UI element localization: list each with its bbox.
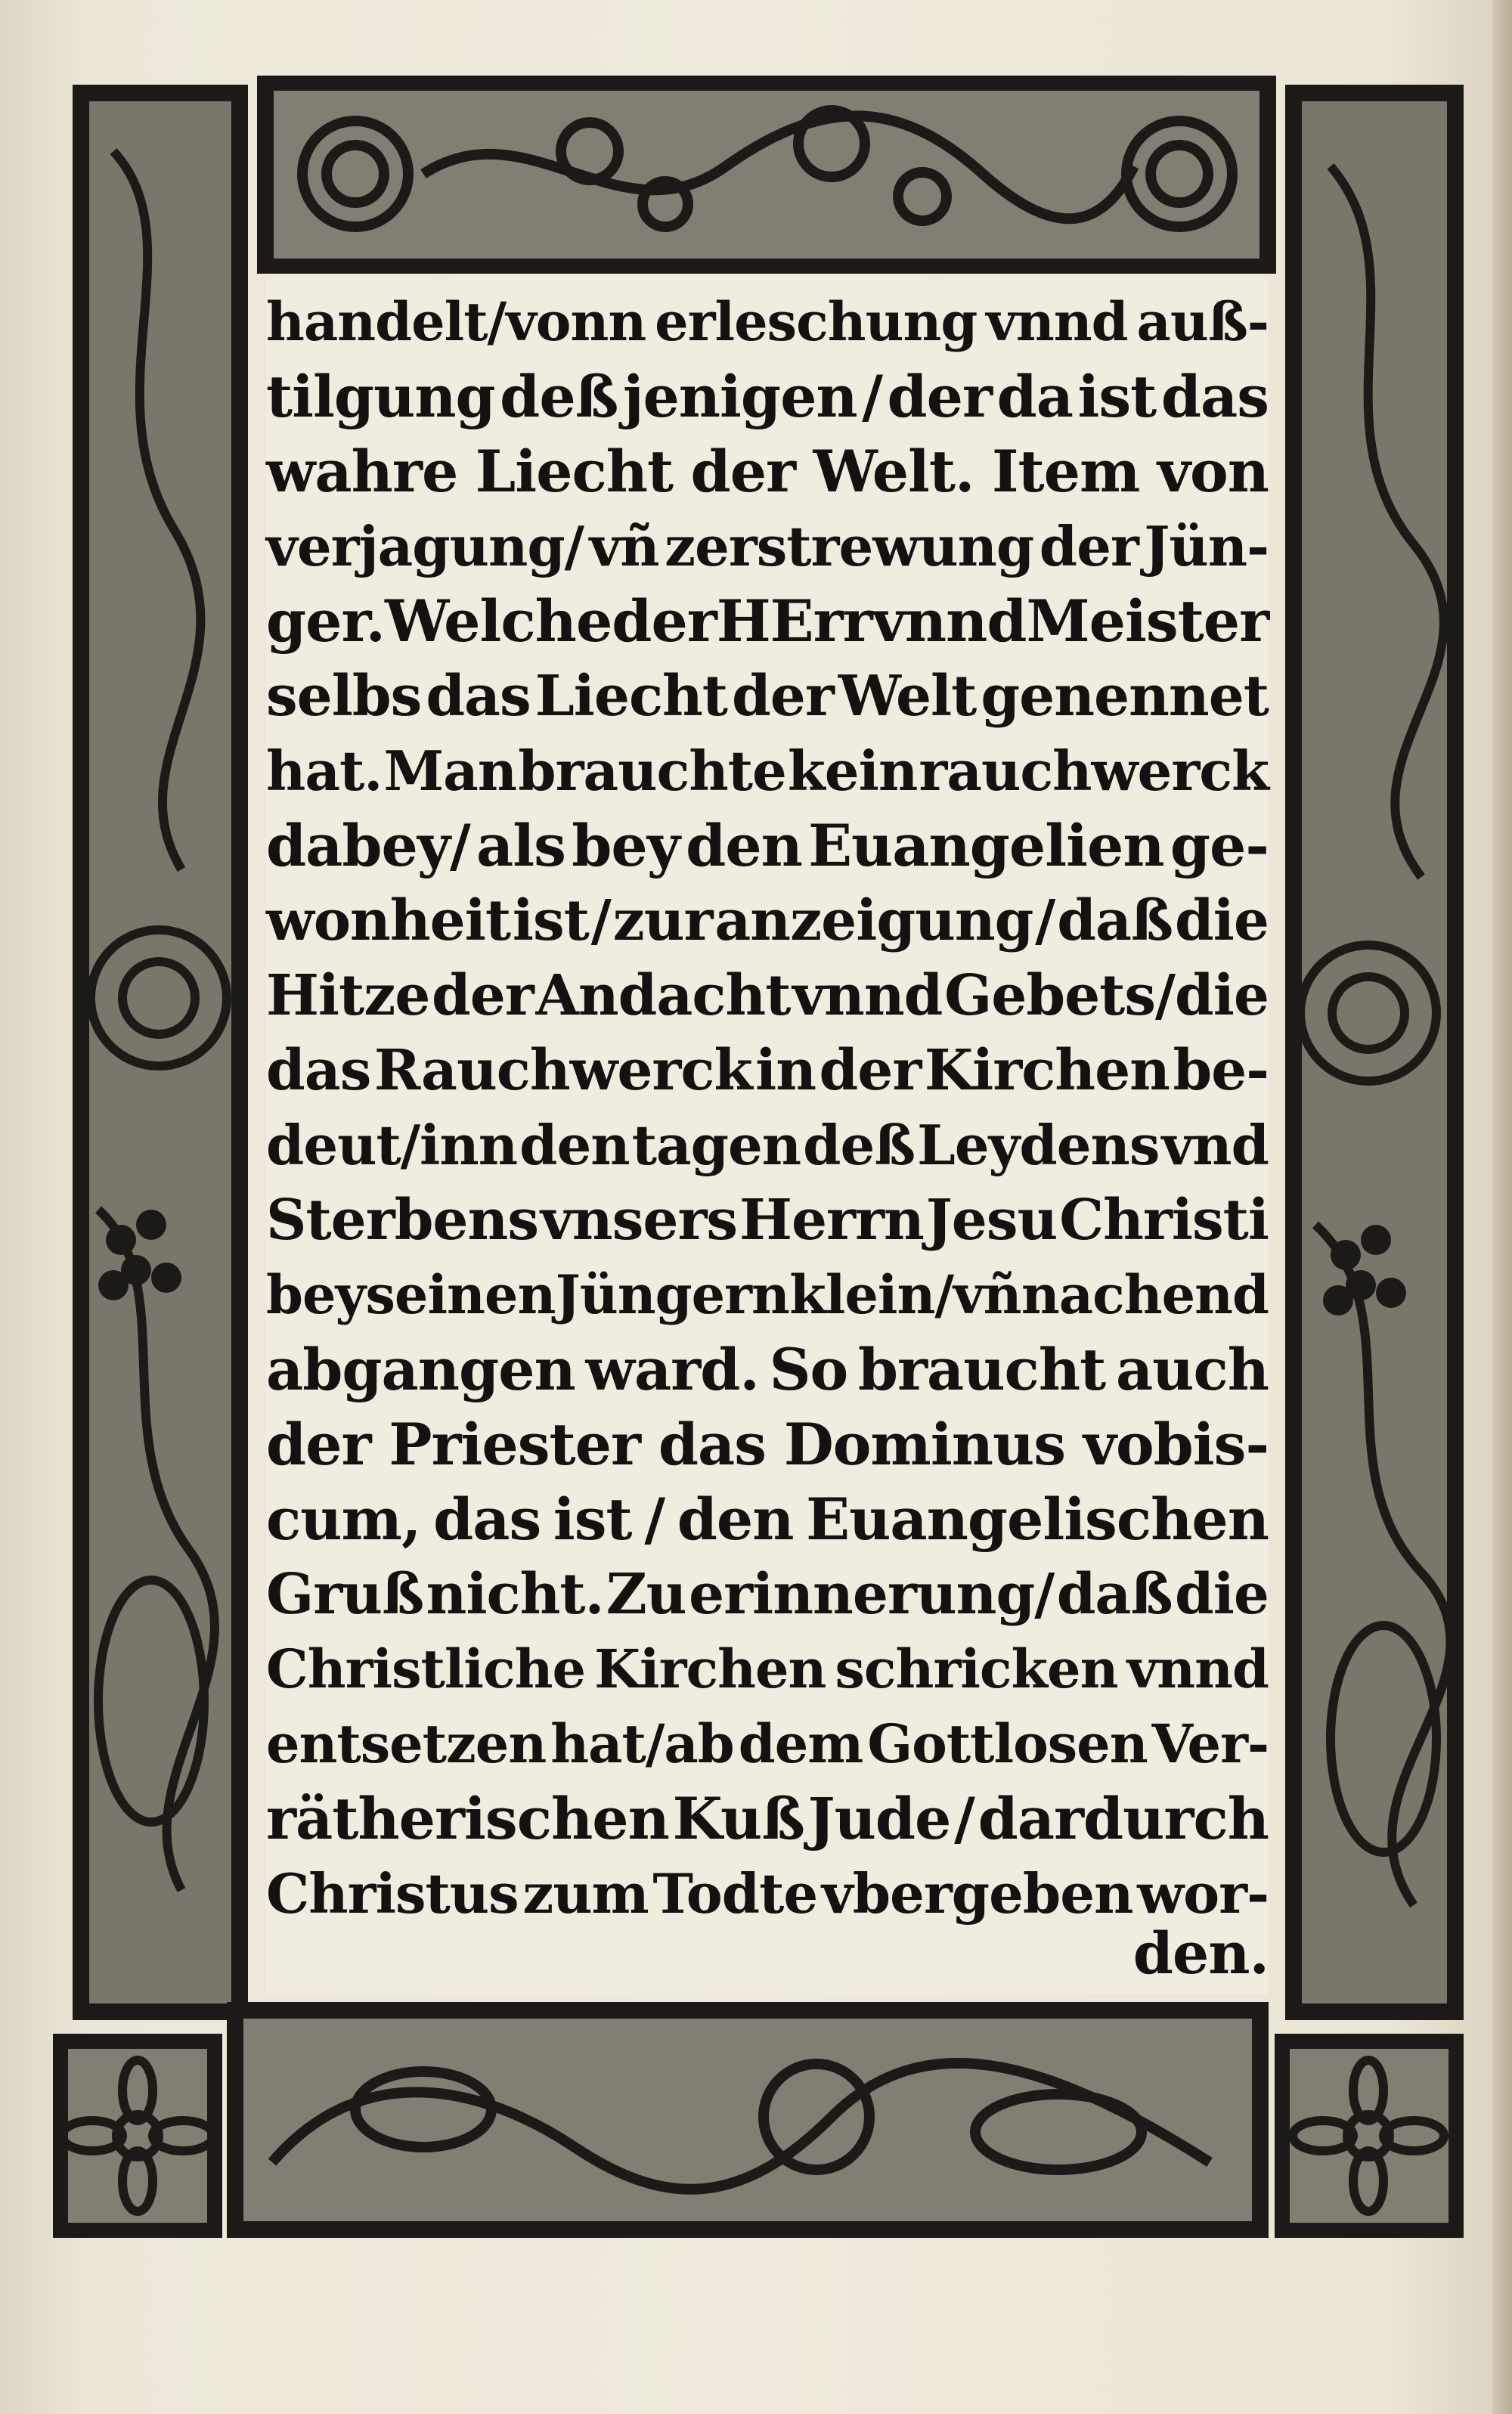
bottom-ornament-panel bbox=[227, 2002, 1269, 2238]
text-line-10: Hitze der Andacht vnnd Gebets/die bbox=[266, 963, 1269, 1028]
text-line-16: der Priester das Dominus vobis- bbox=[266, 1411, 1269, 1478]
right-ornament-panel bbox=[1285, 85, 1464, 2020]
text-line-8: dabey/ als bey den Euangelien ge- bbox=[266, 812, 1269, 879]
text-line-14: bey seinen Jüngern klein/vñ nachend bbox=[266, 1263, 1269, 1326]
text-line-15: abgangen ward. So braucht auch bbox=[266, 1336, 1269, 1403]
corner-flower-left bbox=[53, 2034, 222, 2238]
text-line-5: ger. Welche der HErr vnnd Meister bbox=[266, 587, 1269, 655]
text-line-18: Gruß nicht. Zu erinnerung/ daß die bbox=[266, 1562, 1269, 1627]
text-block bbox=[266, 278, 1269, 1994]
text-line-12: deut/inn den tagen deß Leydens vnd bbox=[266, 1113, 1269, 1177]
text-line-19: Christliche Kirchen schricken vnnd bbox=[266, 1638, 1269, 1700]
text-line-17: cum, das ist / den Euangelischen bbox=[266, 1486, 1269, 1553]
text-line-3: wahre Liecht der Welt. Item von bbox=[266, 438, 1269, 505]
text-line-7: hat. Man brauchte kein rauchwerck bbox=[266, 739, 1269, 803]
text-line-1: handelt/vonn erleschung vnnd auß- bbox=[266, 290, 1269, 353]
text-line-22: Christus zum Todte vbergeben wor- bbox=[266, 1861, 1269, 1926]
text-line-4: verjagung/ vñ zerstrewung der Jün- bbox=[266, 514, 1269, 578]
text-line-23: den. bbox=[1132, 1920, 1269, 1987]
left-ornament-panel bbox=[73, 85, 248, 2020]
corner-flower-right bbox=[1275, 2034, 1464, 2238]
text-line-21: rätherischen Kuß Jude / dardurch bbox=[266, 1785, 1269, 1852]
text-line-6: selbs das Liecht der Welt genennet bbox=[266, 664, 1269, 729]
top-ornament-panel bbox=[257, 76, 1276, 274]
page-gutter bbox=[1492, 0, 1512, 2414]
text-line-9: wonheit ist / zur anzeigung / daß die bbox=[266, 888, 1269, 953]
text-line-11: das Rauchwerck in der Kirchen be- bbox=[266, 1038, 1269, 1103]
text-line-20: entsetzen hat/ab dem Gottlosen Ver- bbox=[266, 1712, 1269, 1775]
text-line-2: tilgung deß jenigen / der da ist das bbox=[266, 363, 1269, 430]
text-line-13: Sterbens vnsers Herrn Jesu Christi bbox=[266, 1188, 1269, 1253]
